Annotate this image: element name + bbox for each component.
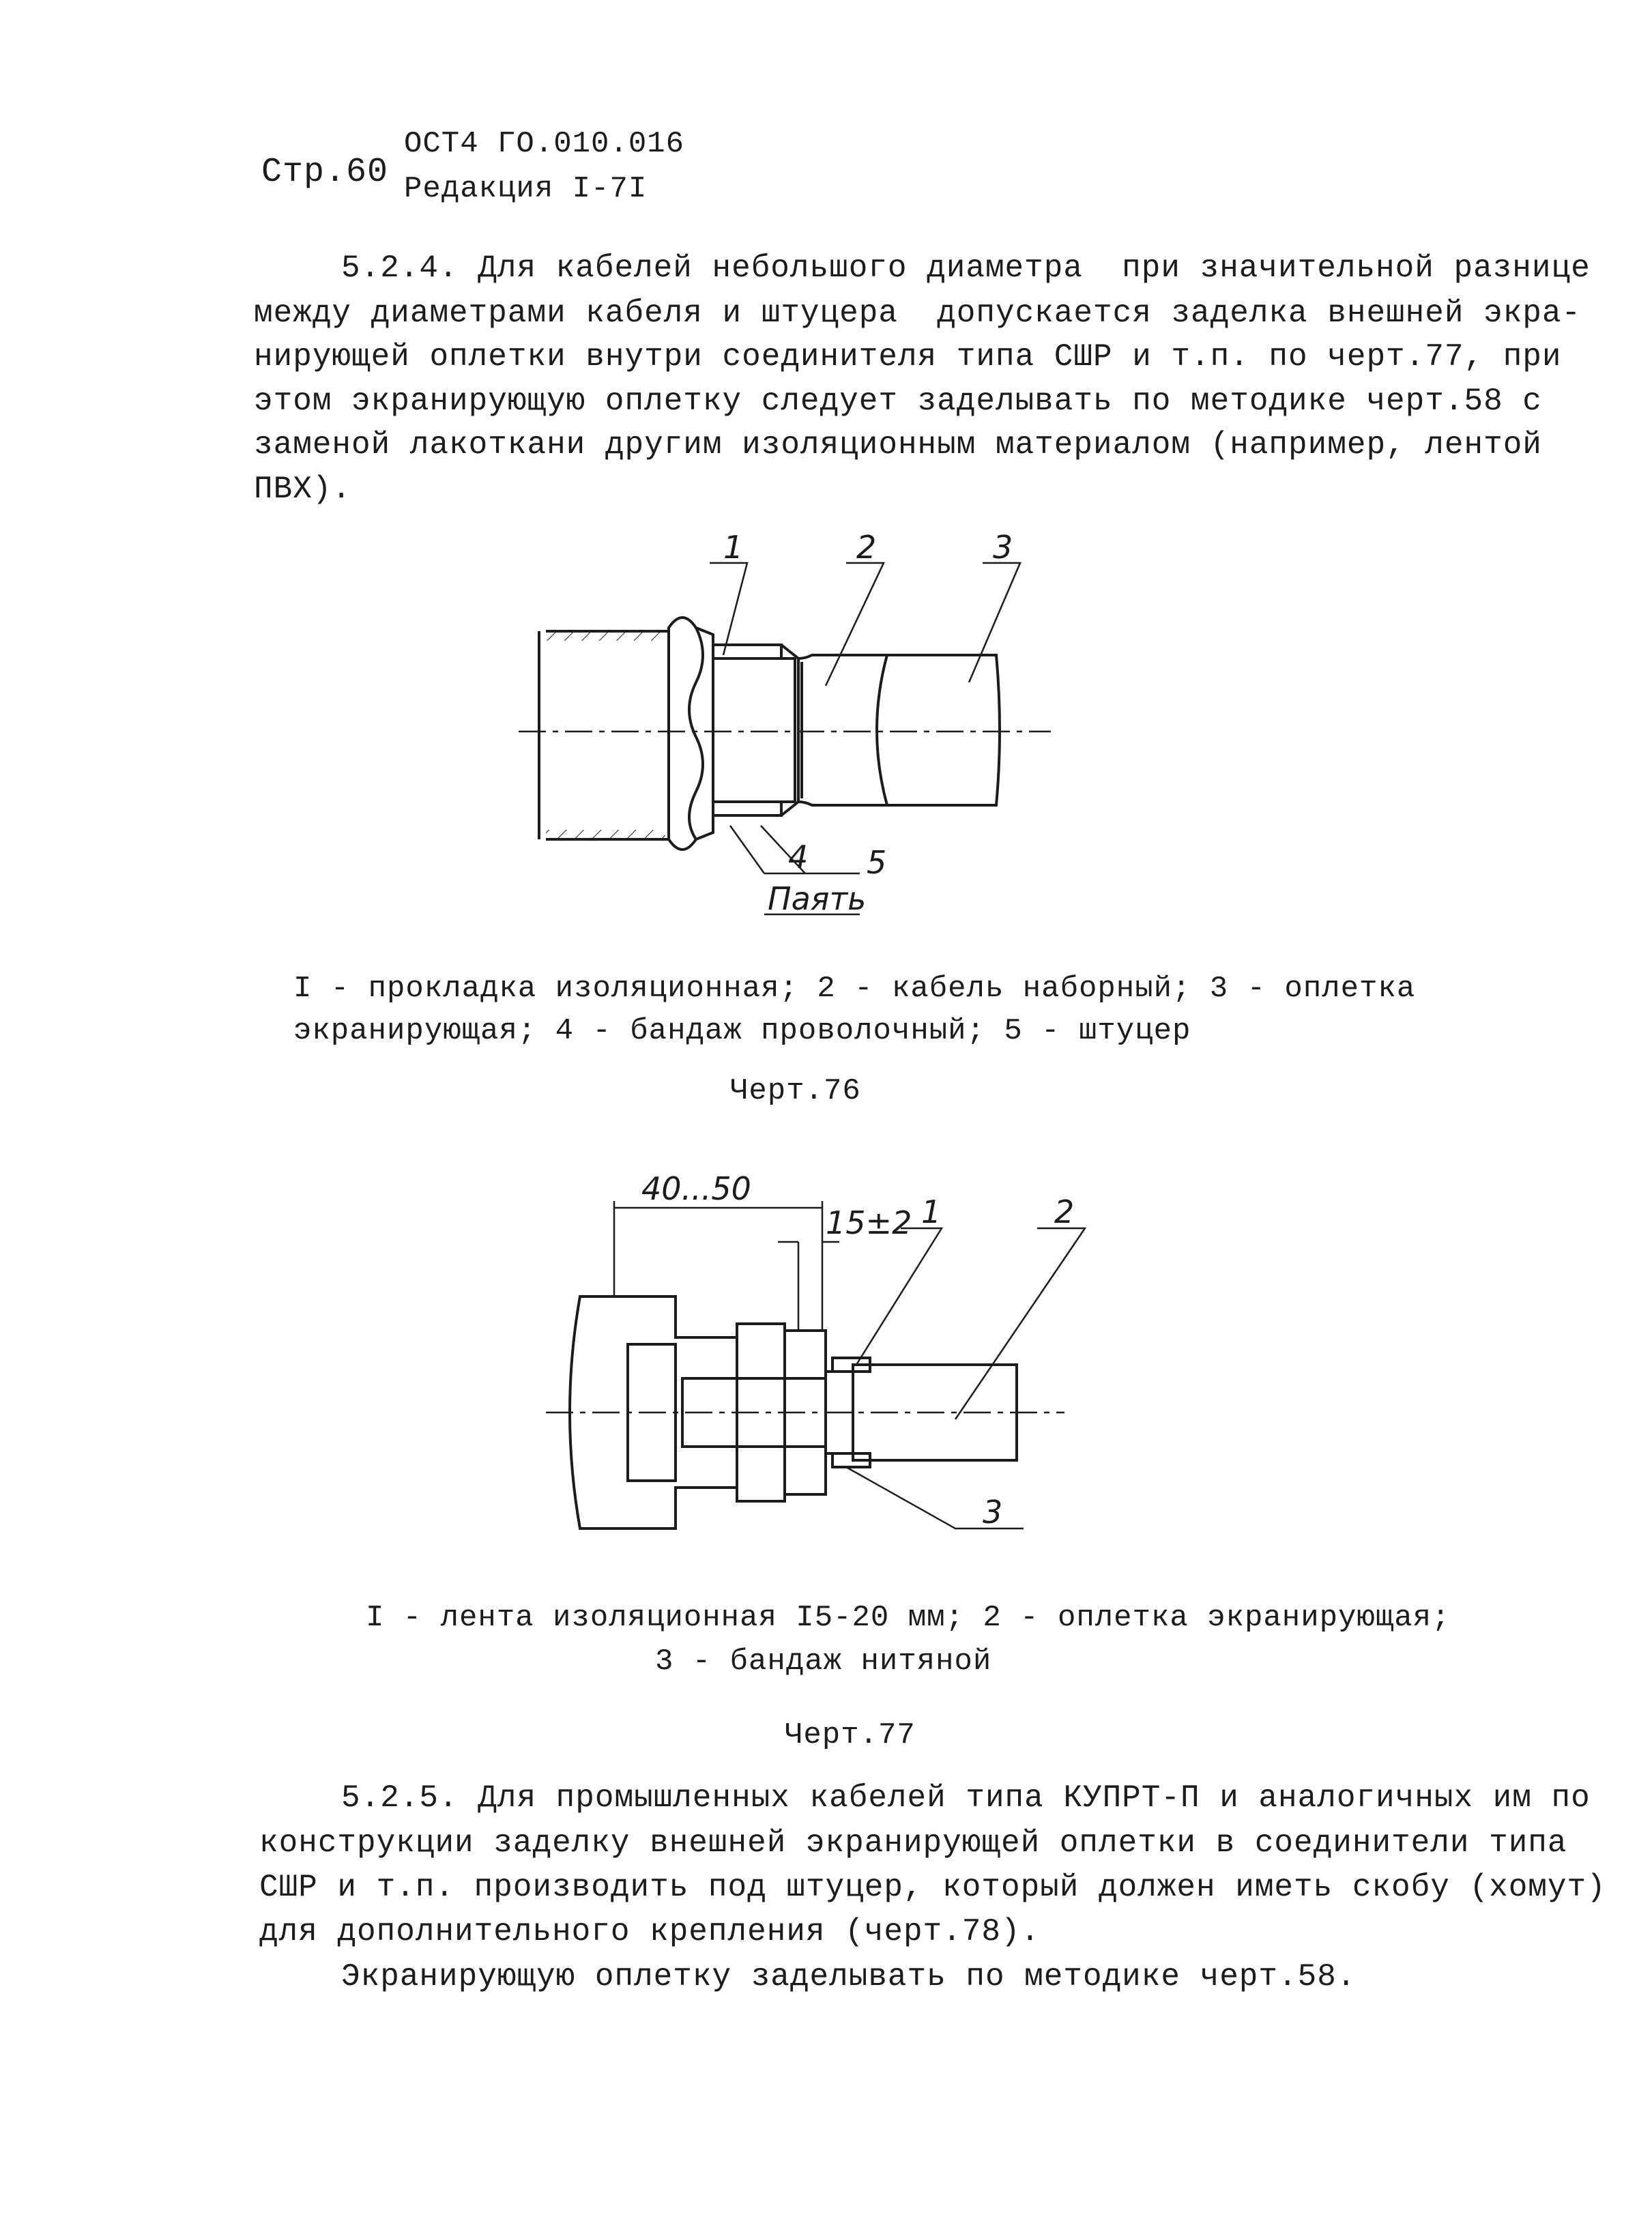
page-number: Стр.60 — [261, 153, 389, 192]
paragraph-line: для дополнительного крепления (черт.78). — [259, 1914, 1041, 1950]
nut — [669, 618, 713, 850]
figure-76-caption-line: I - прокладка изоляционная; 2 - кабель наборный; 3 - оплетка — [293, 972, 1416, 1006]
label-2: 2 — [1054, 1193, 1075, 1230]
figure-76-drawing — [478, 519, 1092, 928]
shield-braid — [877, 655, 1000, 805]
standard-code: ОСТ4 ГО.010.016 — [404, 127, 685, 161]
label-3: 3 — [993, 529, 1013, 566]
label-5: 5 — [867, 844, 887, 881]
paragraph-line: Экранирующую оплетку заделывать по методике черт.58. — [341, 1959, 1357, 1995]
paragraph-line: 5.2.5. Для промышленных кабелей типа КУПРТ-П и аналогичных им по — [341, 1780, 1591, 1816]
dimension-15: 15±2 — [826, 1204, 912, 1241]
paragraph-line: ПВХ). — [254, 472, 352, 507]
edition-label: Редакция I-7I — [404, 172, 648, 206]
cable — [781, 645, 887, 815]
wire-bandage — [713, 645, 781, 815]
paragraph-line: этом экранирующую оплетку следует заделывать по методике черт.58 с — [254, 383, 1542, 419]
label-1: 1 — [723, 529, 744, 566]
label-2: 2 — [856, 529, 877, 566]
paragraph-line: СШР и т.п. производить под штуцер, который должен иметь скобу (хомут) — [259, 1870, 1606, 1905]
figure-76-title: Черт.76 — [730, 1074, 861, 1108]
label-4: 4 — [788, 839, 809, 875]
figure-77-caption-line: 3 - бандаж нитяной — [655, 1644, 992, 1679]
figure-76-caption-line: экранирующая; 4 - бандаж проволочный; 5 - штуцер — [293, 1014, 1191, 1048]
figure-77-caption-line: I - лента изоляционная I5-20 мм; 2 - оплетка экранирующая; — [366, 1601, 1451, 1635]
paragraph-line: между диаметрами кабеля и штуцера допускается заделка внешней экра- — [254, 295, 1582, 331]
connector-body — [539, 631, 669, 839]
figure-77-title: Черт.77 — [785, 1718, 916, 1752]
label-1: 1 — [921, 1193, 942, 1230]
solder-note: Паять — [768, 880, 867, 917]
paragraph-line: заменой лакоткани другим изоляционным материалом (например, лентой — [254, 427, 1542, 463]
paragraph-line: нирующей оплетки внутри соединителя типа СШР и т.п. по черт.77, при — [254, 339, 1562, 375]
dimension-40-50: 40...50 — [641, 1170, 751, 1207]
insulation-gasket — [713, 658, 795, 802]
figure-77-drawing — [546, 1160, 1092, 1556]
paragraph-line: 5.2.4. Для кабелей небольшого диаметра при значительной разнице — [341, 250, 1591, 286]
label-3: 3 — [983, 1494, 1003, 1531]
paragraph-line: конструкции заделку внешней экранирующей оплетки в соединители типа — [259, 1825, 1567, 1861]
